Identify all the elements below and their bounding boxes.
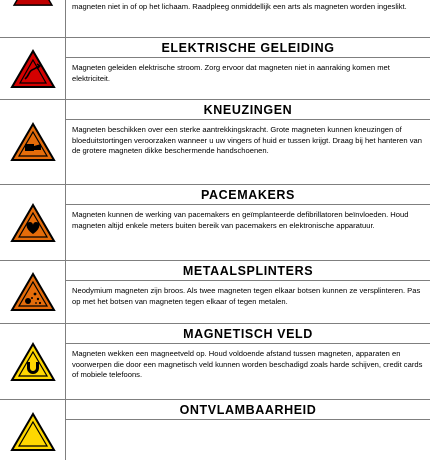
- row-text: Magneten wekken een magneetveld op. Houd voldoende afstand tussen magneten, apparaten en voorwerpen die door een magnetisch veld kunnen worden beschadigd zoals harde schijven, credit cards of mobiele telefoons.: [72, 349, 423, 380]
- row-text: Magneten kunnen de werking van pacemakers en geïmplanteerde defibrillatoren beïnvloeden. Houd magneten altijd enkele meters buiten bereik van pacemakers en elektronische apparatuur.: [72, 210, 409, 230]
- row-magnetisch-veld: [0, 324, 430, 400]
- row-text: [66, 420, 430, 429]
- row-title: KNEUZINGEN: [66, 100, 430, 120]
- flame-warning-icon: [10, 412, 56, 452]
- row-pacemakers: [0, 185, 430, 261]
- row-ontvlambaarheid: [0, 400, 430, 460]
- row-text: Magneten beschikken over een sterke aantrekkingskracht. Grote magneten kunnen kneuzingen of bloeduitstortingen veroorzaken wanneer u uw vingers of huid er tussen krijgt. Draag bij het hanteren van de grotere magneten dikke beschermende handschoenen.: [72, 125, 422, 156]
- icon-cell: [0, 38, 66, 99]
- row-title: PACEMAKERS: [66, 185, 430, 205]
- pacemaker-warning-icon: [10, 203, 56, 243]
- pinch-warning-icon: [10, 122, 56, 162]
- row-metaalsplinters: [0, 261, 430, 324]
- electricity-warning-icon: [10, 49, 56, 89]
- row-text: magneten niet in of op het lichaam. Raadpleeg onmiddellijk een arts als magneten worden ingeslikt.: [72, 2, 407, 11]
- row-title: METAALSPLINTERS: [66, 261, 430, 281]
- icon-cell: [0, 0, 66, 37]
- row-text: Magneten geleiden elektrische stroom. Zorg ervoor dat magneten niet in aanraking komen met elektriciteit.: [72, 63, 390, 83]
- icon-cell: [0, 261, 66, 323]
- splinter-warning-icon: [10, 272, 56, 312]
- row-title: MAGNETISCH VELD: [66, 324, 430, 344]
- row-kneuzingen: [0, 100, 430, 185]
- icon-cell: [0, 400, 66, 460]
- row-inslikken: [0, 0, 430, 38]
- row-title: ONTVLAMBAARHEID: [66, 400, 430, 420]
- row-elektrische-geleiding: [0, 38, 430, 100]
- row-text: Neodymium magneten zijn broos. Als twee magneten tegen elkaar botsen kunnen ze versplinteren. Pas op met het botsen van magneten tegen elkaar of tegen metalen.: [72, 286, 421, 306]
- icon-cell: [0, 100, 66, 184]
- swallow-warning-icon: [11, 0, 55, 7]
- row-title: ELEKTRISCHE GELEIDING: [66, 38, 430, 58]
- icon-cell: [0, 185, 66, 260]
- icon-cell: [0, 324, 66, 399]
- magnet-warning-icon: [10, 342, 56, 382]
